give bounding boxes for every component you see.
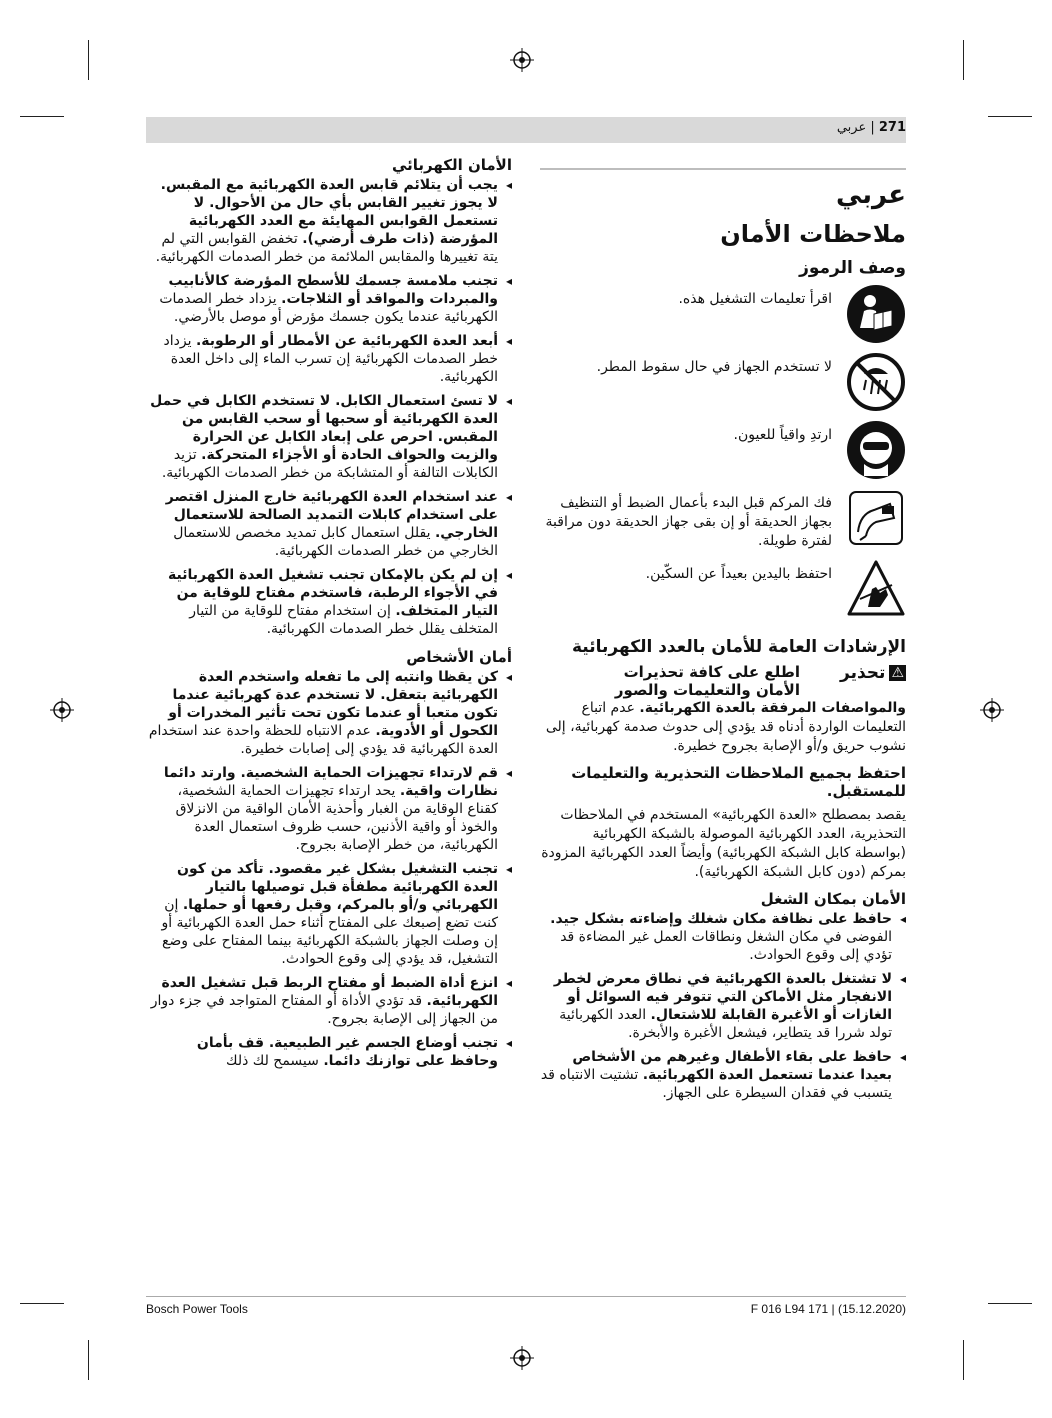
symbol-text: فك المركم قبل البدء بأعمال الضبط أو التنظيف بجهاز الحديقة أو إن بقى جهاز الحديقة دون مراقبة لفترة طويلة. [545,495,832,549]
safety-title: ملاحظات الأمان [720,220,906,248]
remove-battery-icon [846,488,906,548]
crop-mark [88,40,89,80]
item-bold: انزع أداة الضبط أو مفتاح الربط قبل تشغيل العدة الكهربائية. [161,975,498,1009]
item-text: إن كنت تضع إصبعك على المفتاح أثناء حمل العدة الكهربائية أو إن وصلت الجهاز بالشبكة الكهربائية بينما المفتاح على وضع التشغيل، قد يؤدي إلى وقوع الحوادث. [161,897,498,967]
warning-text: عدم اتباع التعليمات الواردة أدناه قد يؤدي إلى حدوث صدمة كهربائية، إلى نشوب حريق و/أو الإصابة بجروح خطيرة. [545,700,906,754]
item-text: العدد الكهربائية تولد شررا قد يتطاير، فيشعل الأغبرة والأبخرة. [559,1007,892,1041]
crop-mark [88,1340,89,1380]
symbol-text: لا تستخدم الجهاز في حال سقوط المطر. [596,359,832,375]
item-text: يزداد خطر الصدمات الكهربائية عندما يكون جسمك مؤرض أو موصل بالأرضي. [159,291,498,325]
header-separator: | [866,120,875,135]
symbol-row [540,420,906,480]
footer-divider [146,1296,906,1297]
item-text: إن استخدام مفتاح للوقاية من التيار المتخلف يقلل خطر الصدمات الكهربائية. [189,603,498,637]
list-item [146,1034,512,1070]
left-column [146,154,512,1076]
list-item [146,332,512,386]
item-text: عدم الانتباه للحظة واحدة عند استخدام العدة الكهربائية قد يؤدي إلى إصابات خطيرة. [148,723,498,757]
symbol-row [540,488,906,551]
right-column [540,150,906,1108]
warning-triangle-icon: ⚠ [891,665,904,681]
list-item [146,272,512,326]
footer-brand: Bosch Power Tools [146,1302,248,1316]
list-item [146,764,512,854]
eye-protection-icon [846,420,906,480]
read-manual-icon [846,284,906,344]
item-text: الفوضى في مكان الشغل ونطاقات العمل غير المضاءة قد تؤدي إلى وقوع الحوادث. [560,929,892,963]
warning-label-group [840,663,906,683]
keep-instructions-heading: احتفظ بجميع الملاحظات التحذيرية والتعليمات للمستقبل. [571,764,906,800]
item-text: قد تؤدي الأداة أو المفتاح المتواجد في جزء دوار من الجهاز إلى الإصابة بجروح. [150,993,498,1027]
header-language: عربي [836,120,867,135]
item-bold: لا تسئ استعمال الكابل. لا تستخدم الكابل في حمل العدة الكهربائية أو سحبها أو سحب القابس من المقبس. احرص على إبعاد الكابل عن الحرارة والزيت والحواف الحادة أو الأجزاء المتحركة. [150,393,498,463]
item-text: تزيد الكابلات التالفة أو المتشابكة من خطر الصدمات الكهربائية. [161,447,498,481]
warning-bold: والمواصفات المرفقة بالعدة الكهربائية. [639,700,906,716]
list-item [146,668,512,758]
item-bold: تجنب التشغيل بشكل غير مقصود. تأكد من كون العدة الكهربائية مطفأة قبل توصيلها بالتيار الكهربائي و/أو بالمركم، وقبل رفعها أو حملها. [177,861,498,913]
warning-label: تحذير [840,663,886,683]
item-text: يزداد خطر الصدمات الكهربائية إن تسرب الماء إلى داخل العدة الكهربائية. [163,333,498,385]
symbol-text: احتفظ باليدين بعيداً عن السكّين. [645,566,832,582]
crop-mark [963,1340,964,1380]
workplace-heading: الأمان بمكان الشغل [760,890,906,908]
crop-mark [988,116,1032,117]
crop-mark [20,1303,64,1304]
item-text: تخفض القوابس التي لم يتة تغييرها والمقابس الملائمة من خطر الصدمات الكهربائية. [155,231,498,265]
footer-doc-code: F 016 L94 171 | (15.12.2020) [750,1302,906,1316]
item-bold: كن يقظا وانتبه إلى ما تفعله واستخدم العدة الكهربائية بتعقل. لا تستخدم عدة كهربائية عندما تكون متعبا أو عندما تكون تحت تأثير المخدرات أو الكحول أو الأدوية. [168,669,498,739]
symbol-text: ارتدِ واقياً للعيون. [733,427,832,443]
registration-mark-icon [510,1346,534,1370]
item-bold: تجنب أوضاع الجسم غير الطبيعية. قف بأمان وحافظ على توازنك دائما. [196,1035,498,1069]
workplace-list [540,910,906,1102]
symbol-text: اقرأ تعليمات التشغيل هذه. [678,291,832,307]
warning-title-row [540,663,906,699]
list-item [146,488,512,560]
no-rain-icon [846,352,906,412]
list-item [146,974,512,1028]
crop-mark [963,40,964,80]
item-bold: حافظ على نظافة مكان شغلك وإضاءته بشكل جيد. [550,911,892,927]
crop-mark [20,116,64,117]
personal-safety-heading: أمان الأشخاص [406,648,512,666]
item-bold: أبعد العدة الكهربائية عن الأمطار أو الرطوبة. [195,333,498,349]
symbol-row [540,284,906,344]
item-bold: يجب أن يتلائم قابس العدة الكهربائية مع المقبس. لا يجوز تغيير القابس بأي حال من الأحوال. لا تستعمل القوابس المهايئة مع العدد الكهربائية المؤرضة (ذات طرف أرضي). [160,177,498,247]
item-bold: حافظ على بقاء الأطفال وغيرهم من الأشخاص بعيدا عندما تستعمل العدة الكهربائية. [572,1049,892,1083]
warning-block [540,663,906,756]
item-bold: قم لارتداء تجهيزات الحماية الشخصية. وارتد دائما نظارات واقية. [163,765,498,799]
symbol-row [540,559,906,619]
electrical-safety-heading: الأمان الكهربائي [391,156,512,174]
item-bold: لا تشتغل بالعدة الكهربائية في نطاق معرض لخطر الانفجار مثل الأماكن التي تتوفر فيه السوائل أو الغازات أو الأغبرة القابلة للاشتعال. [553,971,892,1023]
registration-mark-icon [510,48,534,72]
list-item [146,566,512,638]
item-text: يحد ارتداء تجهيزات الحماية الشخصية، كقناع الوقاية من الغبار وأحذية الأمان الواقية من الانزلاق والخوذ أو واقية الأذنين، حسب ظروف استعمال العدة الكهربائية، من خطر الإصابة بجروح. [175,783,498,853]
list-item [540,970,906,1042]
list-item [146,392,512,482]
item-bold: تجنب ملامسة جسمك للأسطح المؤرضة كالأنابيب والمبردات والمواقد أو الثلاجات. [168,273,498,307]
list-item [146,176,512,266]
item-text: تشتيت الانتباه قد يتسبب في فقدان السيطرة على الجهاز. [540,1067,892,1101]
language-title: عربي [540,168,906,210]
crop-mark [988,1303,1032,1304]
symbol-row [540,352,906,412]
header-text [837,120,906,135]
symbols-heading: وصف الرموز [799,258,906,278]
registration-mark-icon [980,698,1004,722]
general-safety-heading: الإرشادات العامة للأمان بالعدد الكهربائية [572,637,906,657]
page-header [146,117,906,143]
list-item [146,860,512,968]
electrical-list [146,176,512,638]
item-bold: إن لم يكن بالإمكان تجنب تشغيل العدة الكهربائية في الأجواء الرطبة، فاستخدم مفتاح للوقاية من التيار المتخلف. [168,567,498,619]
registration-mark-icon [50,698,74,722]
item-text: يقلل استعمال كابل تمديد مخصص للاستعمال الخارجي من خطر الصدمات الكهربائية. [173,525,498,559]
definition-paragraph: يقصد بمصطلح «العدة الكهربائية» المستخدم في الملاحظات التحذيرية، العدد الكهربائية الموصولة بالشبكة الكهربائية (بواسطة كابل الشبكة الكهربائية) وأيضاً العدد الكهربائية المزودة بمركم (دون كابل الشبكة الكهربائية). [541,807,906,880]
warning-headline: اطلع على كافة تحذيرات الأمان والتعليمات والصور [614,663,800,699]
page-number: 271 [878,120,906,135]
personal-safety-list [146,668,512,1070]
list-item [540,1048,906,1102]
warning-paragraph [540,699,906,756]
item-bold: عند استخدام العدة الكهربائية خارج المنزل اقتصر على استخدام كابلات التمديد الصالحة للاستعمال الخارجي. [165,489,498,541]
hand-blade-icon [846,559,906,619]
list-item [540,910,906,964]
item-text: سيسمح لك ذلك [226,1053,319,1069]
